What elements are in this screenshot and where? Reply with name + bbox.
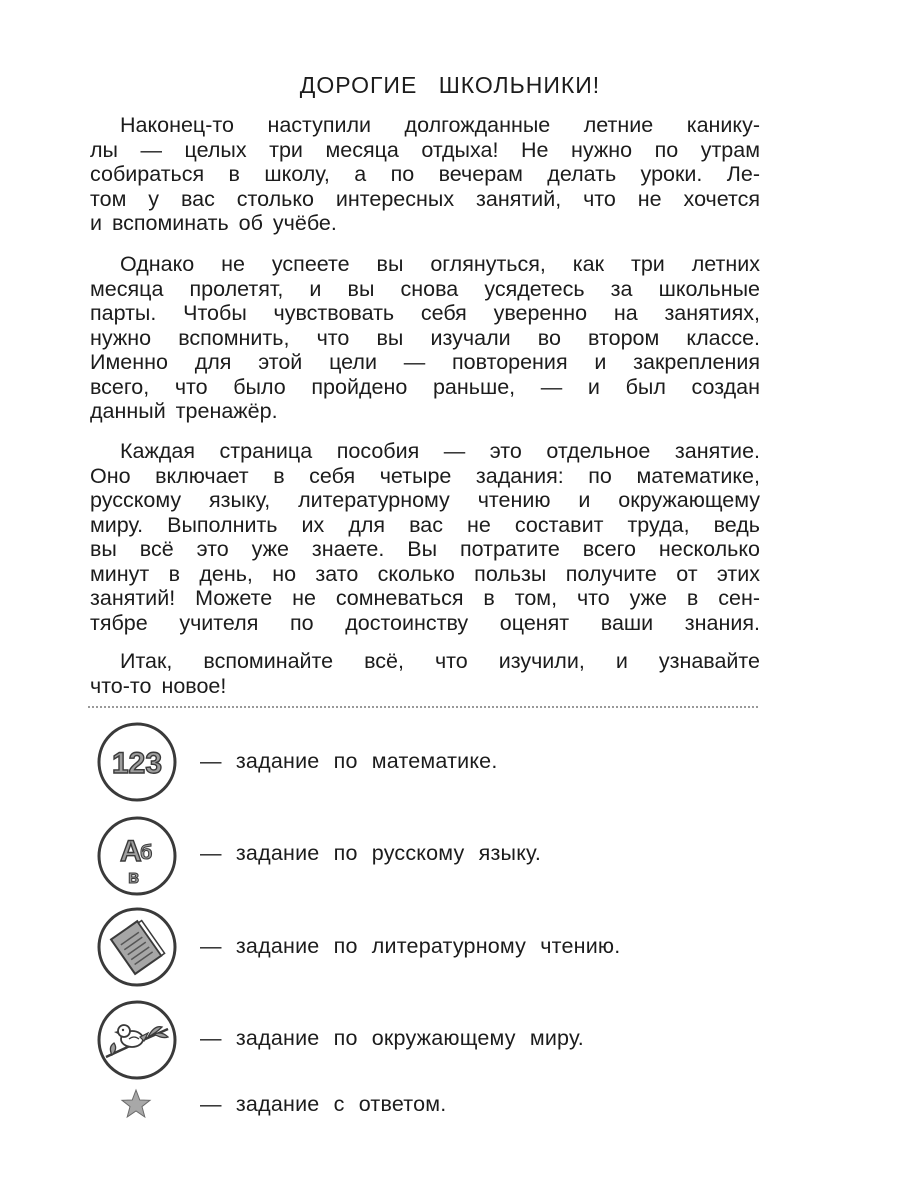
svg-text:А: А — [120, 835, 142, 868]
text-line: месяца пролетят, и вы снова усядетесь за школьные — [90, 276, 760, 301]
svg-text:в: в — [128, 867, 140, 887]
paragraph-closing — [90, 649, 760, 698]
legend-text-world: — задание по окружающему миру. — [200, 1026, 584, 1050]
legend-text-reading: — задание по литературному чтению. — [200, 934, 621, 958]
paragraph-intro — [90, 113, 760, 236]
svg-text:б: б — [140, 842, 153, 864]
page-title: ДОРОГИЕ ШКОЛЬНИКИ! — [299, 72, 601, 98]
paragraph-purpose — [90, 252, 760, 424]
book-icon — [96, 906, 178, 988]
legend-text-math: — задание по математике. — [200, 749, 498, 773]
legend-item-math — [0, 721, 900, 805]
math-icon-glyph: 123 — [111, 747, 163, 780]
text-line: вы всё это уже знаете. Вы потратите всего несколько — [90, 537, 760, 561]
text-line: что-то новое! — [90, 673, 227, 698]
text-line: минут в день, но зато сколько пользы получите от этих — [90, 561, 760, 586]
star-icon — [120, 1088, 152, 1120]
text-line: Однако не успеете вы оглянуться, как три летних — [120, 252, 760, 276]
legend-item-reading — [0, 906, 900, 990]
paragraph-structure — [90, 439, 760, 635]
legend-item-russian — [0, 815, 900, 899]
bird-on-branch-icon — [96, 999, 178, 1081]
dotted-divider — [88, 706, 758, 708]
text-line: собираться в школу, а по вечерам делать уроки. Ле- — [90, 162, 760, 186]
text-line: данный тренажёр. — [90, 399, 278, 423]
text-line: парты. Чтобы чувствовать себя уверенно на занятиях, — [90, 301, 760, 325]
legend-text-russian: — задание по русскому языку. — [200, 841, 542, 865]
text-line: Наконец-то наступили долгожданные летние канику- — [120, 113, 760, 137]
text-line: тябре учителя по достоинству оценят ваши знания. — [90, 610, 760, 635]
text-line: Именно для этой цели — повторения и закрепления — [90, 350, 760, 374]
text-line: и вспоминать об учёбе. — [90, 211, 337, 235]
text-line: Оно включает в себя четыре задания: по математике, — [90, 463, 760, 488]
math-123-icon — [96, 721, 178, 803]
text-line: занятий! Можете не сомневаться в том, что уже в сен- — [90, 586, 760, 610]
text-line: нужно вспомнить, что вы изучали во втором классе. — [90, 325, 760, 350]
text-line: Итак, вспоминайте всё, что изучили, и узнавайте — [120, 649, 760, 673]
text-line: Каждая страница пособия — это отдельное занятие. — [120, 439, 760, 463]
legend-text-answer: — задание с ответом. — [200, 1092, 447, 1116]
russian-abv-icon — [96, 815, 178, 897]
legend-item-answer — [0, 1088, 900, 1172]
text-line: всего, что было пройдено раньше, — и был создан — [90, 374, 760, 399]
text-line: миру. Выполнить их для вас не составит труда, ведь — [90, 512, 760, 537]
text-line: том у вас столько интересных занятий, что не хочется — [90, 186, 760, 211]
legend-item-world — [0, 999, 900, 1083]
text-line: русскому языку, литературному чтению и окружающему — [90, 488, 760, 512]
text-line: лы — целых три месяца отдыха! Не нужно по утрам — [90, 137, 760, 162]
